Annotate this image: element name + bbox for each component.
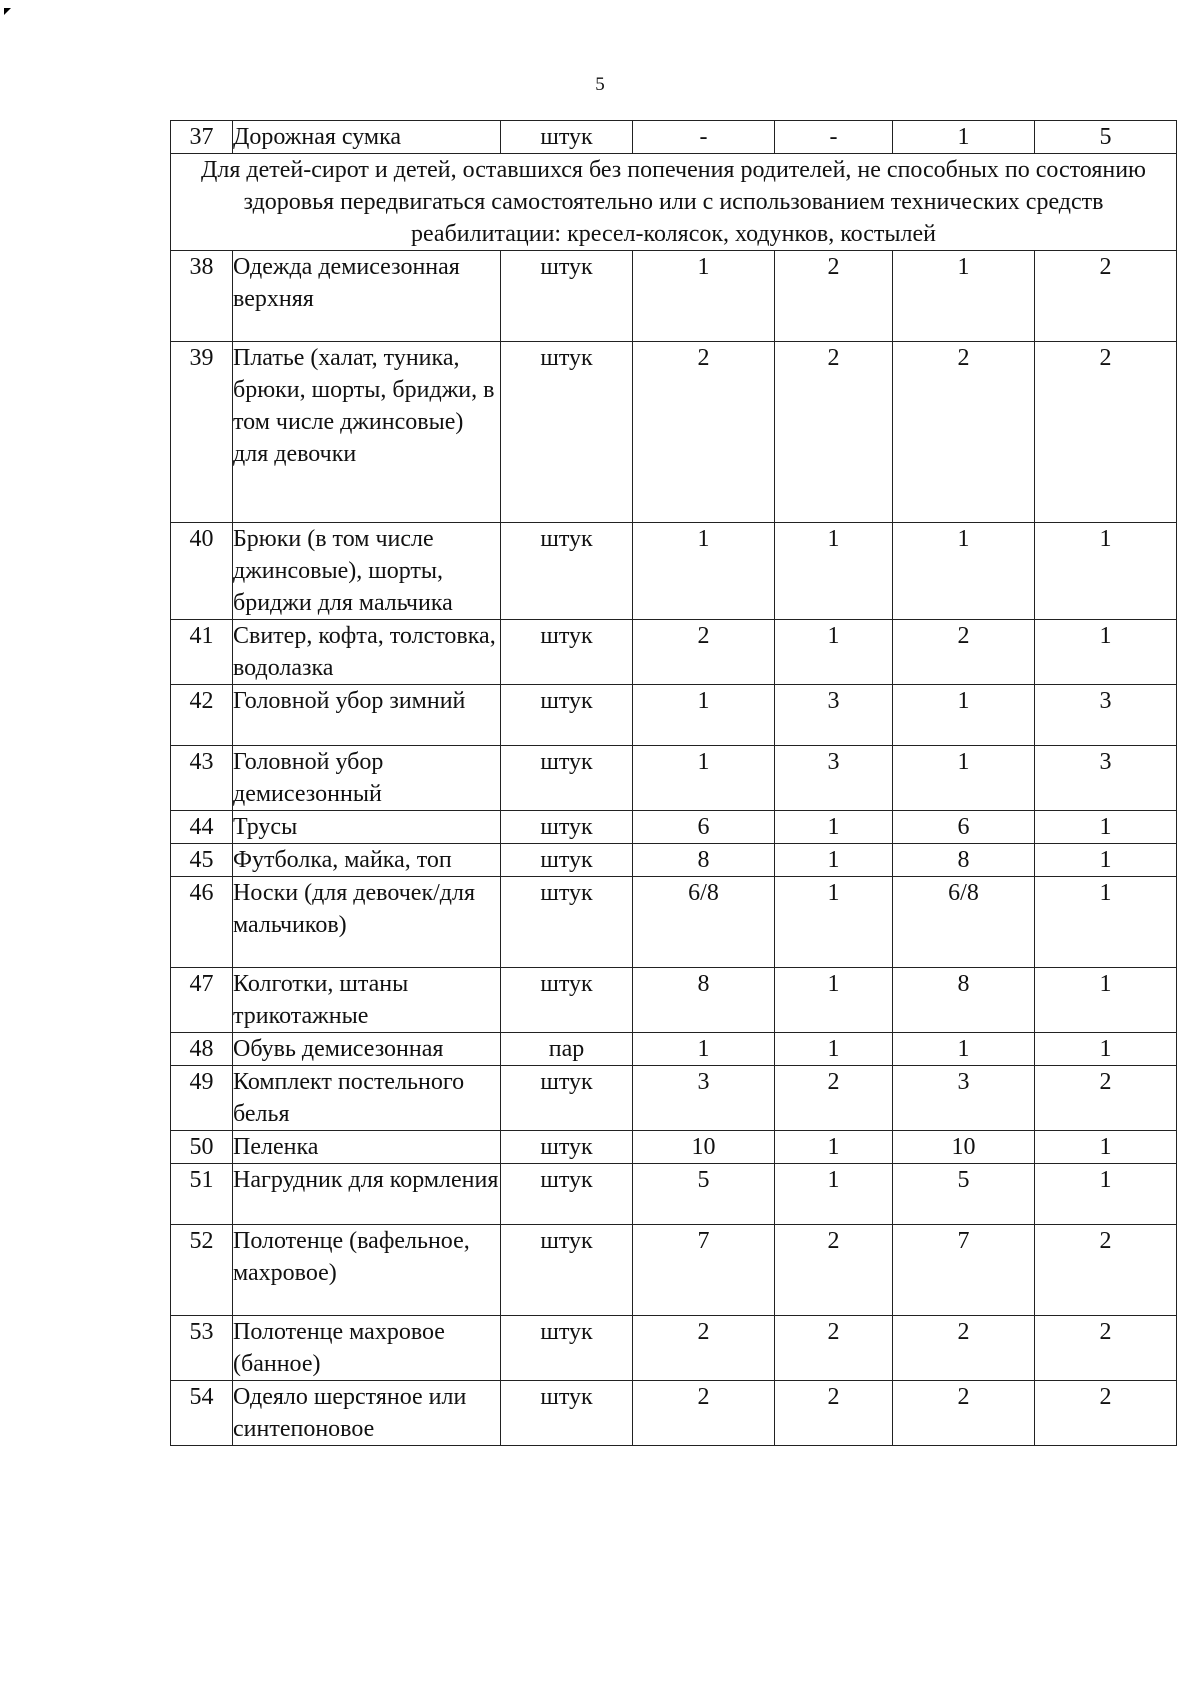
item-name: Полотенце махровое (банное) (233, 1316, 501, 1381)
table-row (171, 1033, 1177, 1066)
value-cell-2: 1 (775, 620, 893, 685)
value-cell-3: 1 (893, 121, 1035, 154)
row-number: 41 (171, 620, 233, 685)
value-cell-1: 10 (633, 1131, 775, 1164)
item-name: Колготки, штаны трикотажные (233, 968, 501, 1033)
row-number: 52 (171, 1225, 233, 1316)
unit-cell: пар (501, 1033, 633, 1066)
table-row (171, 1131, 1177, 1164)
table-row (171, 968, 1177, 1033)
item-name: Брюки (в том числе джинсовые), шорты, бриджи для мальчика (233, 523, 501, 620)
value-cell-1: 1 (633, 685, 775, 746)
item-name: Головной убор демисезонный (233, 746, 501, 811)
value-cell-4: 1 (1035, 1131, 1177, 1164)
item-name: Комплект постельного белья (233, 1066, 501, 1131)
table-row (171, 685, 1177, 746)
value-cell-4: 1 (1035, 523, 1177, 620)
item-name: Обувь демисезонная (233, 1033, 501, 1066)
value-cell-2: 1 (775, 844, 893, 877)
value-cell-4: 3 (1035, 746, 1177, 811)
table-row (171, 121, 1177, 154)
unit-cell: штук (501, 844, 633, 877)
value-cell-3: 6/8 (893, 877, 1035, 968)
table-row (171, 342, 1177, 523)
item-name: Пеленка (233, 1131, 501, 1164)
value-cell-1: 2 (633, 1316, 775, 1381)
row-number: 43 (171, 746, 233, 811)
row-number: 42 (171, 685, 233, 746)
value-cell-1: 7 (633, 1225, 775, 1316)
value-cell-3: 10 (893, 1131, 1035, 1164)
value-cell-2: 1 (775, 811, 893, 844)
value-cell-2: 2 (775, 1381, 893, 1446)
value-cell-4: 2 (1035, 1225, 1177, 1316)
value-cell-4: 1 (1035, 1164, 1177, 1225)
table-row (171, 746, 1177, 811)
table-row (171, 1316, 1177, 1381)
value-cell-2: 1 (775, 523, 893, 620)
table-body-after (171, 251, 1177, 1446)
value-cell-4: 2 (1035, 342, 1177, 523)
value-cell-2: 2 (775, 342, 893, 523)
unit-cell: штук (501, 523, 633, 620)
item-name: Головной убор зимний (233, 685, 501, 746)
value-cell-3: 1 (893, 251, 1035, 342)
row-number: 44 (171, 811, 233, 844)
unit-cell: штук (501, 342, 633, 523)
value-cell-2: 2 (775, 1316, 893, 1381)
unit-cell: штук (501, 1316, 633, 1381)
row-number: 46 (171, 877, 233, 968)
item-name: Трусы (233, 811, 501, 844)
section-header-group (171, 154, 1177, 251)
value-cell-3: 6 (893, 811, 1035, 844)
value-cell-2: 3 (775, 685, 893, 746)
table-row (171, 251, 1177, 342)
table-row (171, 811, 1177, 844)
value-cell-1: 2 (633, 1381, 775, 1446)
table-row (171, 620, 1177, 685)
table-row (171, 877, 1177, 968)
value-cell-2: 1 (775, 1131, 893, 1164)
value-cell-3: 7 (893, 1225, 1035, 1316)
value-cell-3: 1 (893, 746, 1035, 811)
row-number: 45 (171, 844, 233, 877)
value-cell-3: 1 (893, 523, 1035, 620)
value-cell-4: 2 (1035, 251, 1177, 342)
value-cell-3: 2 (893, 342, 1035, 523)
item-name: Платье (халат, туника, брюки, шорты, бриджи, в том числе джинсовые) для девочки (233, 342, 501, 523)
table-row (171, 1066, 1177, 1131)
value-cell-3: 3 (893, 1066, 1035, 1131)
value-cell-3: 1 (893, 685, 1035, 746)
scan-corner-mark (4, 8, 11, 15)
unit-cell: штук (501, 1066, 633, 1131)
row-number: 48 (171, 1033, 233, 1066)
value-cell-4: 1 (1035, 968, 1177, 1033)
value-cell-1: 8 (633, 844, 775, 877)
value-cell-2: 2 (775, 1225, 893, 1316)
value-cell-3: 2 (893, 1381, 1035, 1446)
unit-cell: штук (501, 1131, 633, 1164)
unit-cell: штук (501, 121, 633, 154)
value-cell-4: 2 (1035, 1316, 1177, 1381)
item-name: Носки (для девочек/для мальчиков) (233, 877, 501, 968)
value-cell-1: 1 (633, 1033, 775, 1066)
item-name: Дорожная сумка (233, 121, 501, 154)
value-cell-1: - (633, 121, 775, 154)
value-cell-2: - (775, 121, 893, 154)
unit-cell: штук (501, 746, 633, 811)
table-row (171, 844, 1177, 877)
table-row (171, 523, 1177, 620)
row-number: 39 (171, 342, 233, 523)
table-body-before (171, 121, 1177, 154)
section-header-row (171, 154, 1177, 251)
value-cell-4: 2 (1035, 1066, 1177, 1131)
item-name: Одеяло шерстяное или синтепоновое (233, 1381, 501, 1446)
item-name: Полотенце (вафельное, махровое) (233, 1225, 501, 1316)
unit-cell: штук (501, 877, 633, 968)
value-cell-2: 3 (775, 746, 893, 811)
value-cell-2: 1 (775, 877, 893, 968)
value-cell-1: 2 (633, 620, 775, 685)
table-row (171, 1381, 1177, 1446)
value-cell-3: 8 (893, 968, 1035, 1033)
value-cell-2: 1 (775, 968, 893, 1033)
value-cell-1: 2 (633, 342, 775, 523)
unit-cell: штук (501, 1225, 633, 1316)
page-number: 5 (595, 74, 605, 95)
row-number: 54 (171, 1381, 233, 1446)
value-cell-1: 1 (633, 523, 775, 620)
value-cell-3: 8 (893, 844, 1035, 877)
value-cell-1: 6/8 (633, 877, 775, 968)
table-row (171, 1225, 1177, 1316)
value-cell-4: 1 (1035, 844, 1177, 877)
unit-cell: штук (501, 620, 633, 685)
value-cell-4: 1 (1035, 1033, 1177, 1066)
row-number: 37 (171, 121, 233, 154)
unit-cell: штук (501, 251, 633, 342)
item-name: Свитер, кофта, толстовка, водолазка (233, 620, 501, 685)
unit-cell: штук (501, 968, 633, 1033)
unit-cell: штук (501, 811, 633, 844)
value-cell-3: 2 (893, 1316, 1035, 1381)
row-number: 50 (171, 1131, 233, 1164)
value-cell-4: 1 (1035, 620, 1177, 685)
row-number: 49 (171, 1066, 233, 1131)
value-cell-1: 6 (633, 811, 775, 844)
value-cell-2: 1 (775, 1033, 893, 1066)
unit-cell: штук (501, 1381, 633, 1446)
item-name: Футболка, майка, топ (233, 844, 501, 877)
value-cell-4: 1 (1035, 877, 1177, 968)
row-number: 38 (171, 251, 233, 342)
table-row (171, 1164, 1177, 1225)
value-cell-1: 3 (633, 1066, 775, 1131)
value-cell-2: 1 (775, 1164, 893, 1225)
row-number: 53 (171, 1316, 233, 1381)
value-cell-3: 2 (893, 620, 1035, 685)
unit-cell: штук (501, 685, 633, 746)
norms-table (170, 120, 1177, 1446)
section-header: Для детей-сирот и детей, оставшихся без попечения родителей, не способных по состоянию здоровья передвигаться самостоятельно или с использованием технических средств реабилитации: кресел-колясок, ходунков, костылей (171, 154, 1177, 251)
value-cell-3: 1 (893, 1033, 1035, 1066)
value-cell-2: 2 (775, 251, 893, 342)
value-cell-4: 5 (1035, 121, 1177, 154)
value-cell-2: 2 (775, 1066, 893, 1131)
unit-cell: штук (501, 1164, 633, 1225)
item-name: Одежда демисезонная верхняя (233, 251, 501, 342)
row-number: 47 (171, 968, 233, 1033)
value-cell-4: 2 (1035, 1381, 1177, 1446)
value-cell-1: 5 (633, 1164, 775, 1225)
value-cell-4: 1 (1035, 811, 1177, 844)
value-cell-1: 1 (633, 746, 775, 811)
value-cell-1: 1 (633, 251, 775, 342)
row-number: 40 (171, 523, 233, 620)
item-name: Нагрудник для кормления (233, 1164, 501, 1225)
value-cell-3: 5 (893, 1164, 1035, 1225)
row-number: 51 (171, 1164, 233, 1225)
value-cell-1: 8 (633, 968, 775, 1033)
value-cell-4: 3 (1035, 685, 1177, 746)
